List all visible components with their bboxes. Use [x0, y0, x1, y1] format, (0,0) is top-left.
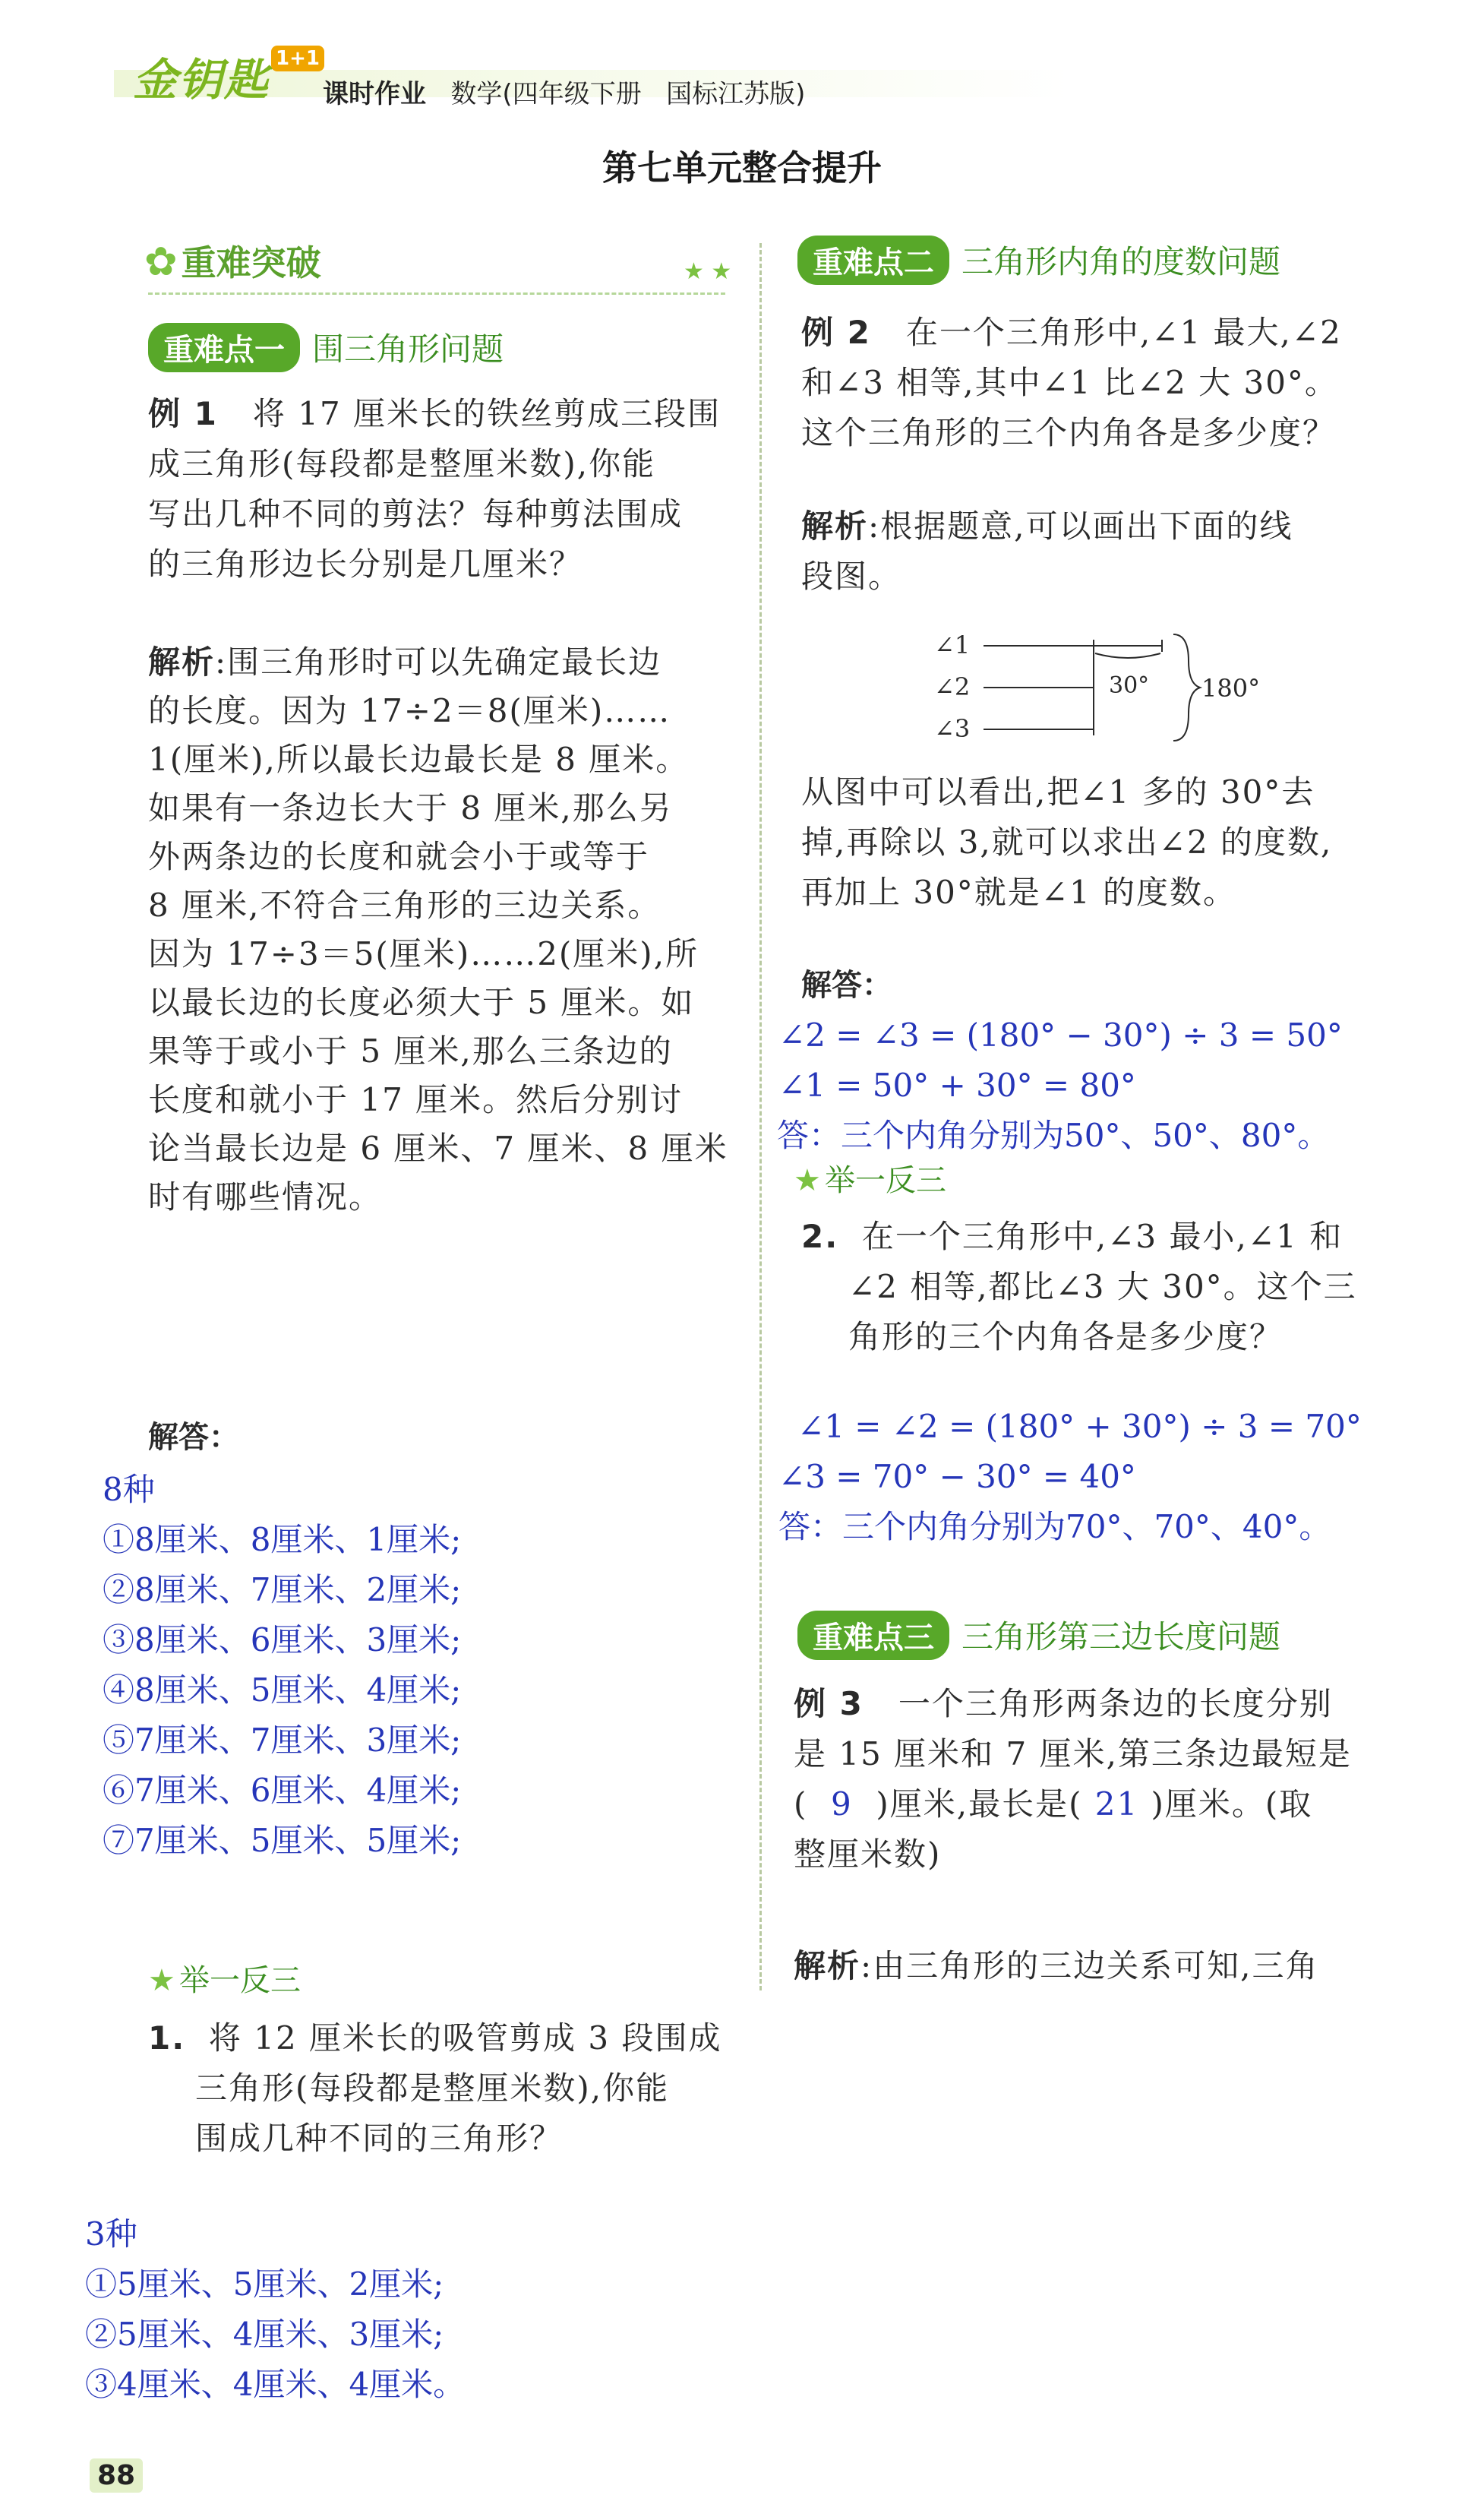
example-1-line: 的三角形边长分别是几厘米？ — [148, 545, 583, 583]
example-2 — [801, 308, 1401, 458]
analysis-line: :围三角形时可以先确定最长边 — [215, 643, 662, 681]
header-info — [323, 73, 805, 110]
analysis-3-label: 解析 — [794, 1947, 861, 1984]
example-3-line: 一个三角形两条边的长度分别 — [898, 1685, 1333, 1722]
answer-line: ②8厘米、7厘米、2厘米; — [103, 1571, 462, 1608]
example-2-line: 在一个三角形中,∠1 最大,∠2 — [905, 314, 1342, 351]
key-point-tag-3: 重难点三 — [797, 1611, 949, 1660]
section-title: 重难突破 — [181, 242, 321, 283]
question-1-line: 围成几种不同的三角形？ — [195, 2120, 564, 2157]
header-series: 课时作业 — [323, 79, 426, 109]
tag-row-3 — [797, 1611, 1280, 1660]
analysis-line: 的长度。因为 17÷2＝8(厘米)…… — [148, 692, 671, 729]
header-subject: 数学(四年级下册 — [450, 79, 642, 109]
column-divider — [759, 243, 762, 1990]
analysis-line: 果等于或小于 5 厘米,那么三条边的 — [148, 1032, 673, 1070]
star-icon: ★ — [794, 1163, 821, 1198]
question-2-number: 2. — [801, 1218, 839, 1255]
section-heading — [144, 236, 321, 286]
analysis-3 — [794, 1941, 1424, 1991]
key-point-tag-2: 重难点二 — [797, 236, 949, 285]
analysis-line: 时有哪些情况。 — [148, 1178, 383, 1216]
flower-icon: ✿ — [144, 239, 178, 285]
answer-line: 3种 — [85, 2215, 137, 2253]
answer-line: ③4厘米、4厘米、4厘米。 — [85, 2366, 466, 2403]
example-3-line — [794, 1779, 1416, 1829]
page-number: 88 — [90, 2458, 143, 2493]
answers-2 — [778, 1010, 1343, 1161]
answer-line: ∠1 = 50° + 30° = 80° — [778, 1067, 1136, 1104]
answer-line: ①8厘米、8厘米、1厘米; — [103, 1521, 462, 1558]
answer-line: 8种 — [103, 1471, 155, 1508]
analysis-line: 以最长边的长度必须大于 5 厘米。如 — [148, 984, 695, 1021]
diagram-label-2: ∠2 — [934, 672, 971, 701]
example-2-line: 这个三角形的三个内角各是多少度？ — [801, 414, 1337, 451]
answers-q1 — [85, 2209, 465, 2410]
blank-answer-min: 9 — [831, 1785, 853, 1823]
key-point-title-3: 三角形第三边长度问题 — [961, 1618, 1281, 1655]
answers-1 — [103, 1465, 461, 1866]
stars-icon: ★ ★ — [684, 258, 732, 285]
example-3-line: 是 15 厘米和 7 厘米,第三条边最短是 — [794, 1735, 1352, 1772]
question-2-line: 在一个三角形中,∠3 最小,∠1 和 — [861, 1218, 1343, 1255]
question-1-line: 三角形(每段都是整厘米数),你能 — [195, 2069, 670, 2107]
answer-line: ②5厘米、4厘米、3厘米; — [85, 2316, 444, 2353]
example-2-line: 和∠3 相等,其中∠1 比∠2 大 30°。 — [801, 364, 1338, 401]
answer-line: ∠1 = ∠2 = (180° + 30°) ÷ 3 = 70° — [797, 1408, 1362, 1445]
practice-heading-1 — [148, 1956, 301, 2000]
key-point-title-1: 围三角形问题 — [312, 330, 504, 368]
section-underline — [148, 292, 725, 295]
question-1-number: 1. — [148, 2019, 186, 2057]
practice-label-2: 举一反三 — [824, 1163, 946, 1198]
question-1 — [148, 2013, 748, 2164]
answer-line: 答：三个内角分别为70°、70°、40°。 — [778, 1508, 1331, 1545]
example-1-label: 例 1 — [148, 395, 218, 432]
total-brace — [1173, 634, 1200, 741]
question-2-line: ∠2 相等,都比∠3 大 30°。这个三 — [848, 1268, 1357, 1305]
analysis-line: 从图中可以看出,把∠1 多的 30°去 — [801, 773, 1315, 811]
header-edition: 国标江苏版) — [666, 79, 806, 109]
analysis-line: 因为 17÷3＝5(厘米)……2(厘米),所 — [148, 935, 699, 972]
analysis-2-continued — [801, 767, 1409, 918]
extra-brace — [1095, 653, 1160, 658]
answer-line: ①5厘米、5厘米、2厘米; — [85, 2265, 444, 2303]
tag-row-2 — [797, 236, 1280, 285]
answer-line: ∠3 = 70° − 30° = 40° — [778, 1458, 1136, 1495]
answer-line: ③8厘米、6厘米、3厘米; — [103, 1621, 462, 1658]
diagram-label-1: ∠1 — [934, 631, 971, 659]
practice-label-1: 举一反三 — [178, 1963, 301, 1998]
example-1 — [148, 389, 733, 590]
brand-logo: 金钥匙 — [133, 54, 270, 106]
analysis-line: 长度和就小于 17 厘米。然后分别讨 — [148, 1081, 684, 1118]
analysis-2-label: 解析 — [801, 507, 869, 545]
example-3-text: )厘米,最长是( — [876, 1785, 1083, 1823]
blank-answer-max: 21 — [1094, 1785, 1139, 1823]
key-point-tag-1: 重难点一 — [148, 323, 300, 372]
bracket-open: ( — [794, 1785, 808, 1823]
answer-label-1: 解答： — [148, 1420, 239, 1455]
example-3-label: 例 3 — [794, 1685, 864, 1722]
example-1-line: 成三角形(每段都是整厘米数),你能 — [148, 445, 656, 482]
page-title: 第七单元整合提升 — [602, 147, 882, 188]
analysis-line: 1(厘米),所以最长边最长是 8 厘米。 — [148, 741, 690, 778]
analysis-line: 论当最长边是 6 厘米、7 厘米、8 厘米 — [148, 1130, 728, 1167]
tag-row-1 — [148, 323, 504, 372]
diagram-label-3: ∠3 — [934, 714, 971, 743]
key-point-title-2: 三角形内角的度数问题 — [961, 243, 1281, 280]
example-3-text: )厘米。(取 — [1151, 1785, 1313, 1823]
answer-line: 答：三个内角分别为50°、50°、80°。 — [777, 1117, 1330, 1154]
analysis-1 — [148, 638, 740, 1222]
example-3-line: 整厘米数) — [794, 1835, 942, 1873]
question-2 — [801, 1212, 1409, 1362]
analysis-2 — [801, 501, 1401, 602]
practice-heading-2 — [794, 1156, 946, 1200]
analysis-line: 段图。 — [801, 558, 902, 595]
analysis-line: 8 厘米,不符合三角形的三边关系。 — [148, 887, 661, 924]
example-1-line: 将 17 厘米长的铁丝剪成三段围 — [252, 395, 721, 432]
analysis-line: 掉,再除以 3,就可以求出∠2 的度数, — [801, 824, 1333, 861]
diagram-extra-label: 30° — [1109, 672, 1150, 699]
analysis-line: :根据题意,可以画出下面的线 — [868, 507, 1293, 545]
analysis-line: :由三角形的三边关系可知,三角 — [860, 1947, 1319, 1984]
question-1-line: 将 12 厘米长的吸管剪成 3 段围成 — [208, 2019, 722, 2057]
example-1-line: 写出几种不同的剪法？每种剪法围成 — [148, 495, 684, 533]
question-2-line: 角形的三个内角各是多少度？ — [848, 1318, 1284, 1355]
example-2-label: 例 2 — [801, 314, 871, 351]
diagram-total-label: 180° — [1201, 674, 1261, 703]
answer-line: ⑤7厘米、7厘米、3厘米; — [103, 1722, 462, 1759]
answer-label-2: 解答： — [801, 968, 892, 1003]
example-3 — [794, 1679, 1416, 1880]
analysis-line: 外两条边的长度和就会小于或等于 — [148, 838, 650, 875]
analysis-line: 再加上 30°就是∠1 的度数。 — [801, 874, 1237, 911]
brand-badge: 1+1 — [271, 46, 324, 71]
star-icon: ★ — [148, 1963, 175, 1998]
analysis-line: 如果有一条边长大于 8 厘米,那么另 — [148, 789, 673, 827]
analysis-1-label: 解析 — [148, 643, 216, 681]
answer-line: ∠2 = ∠3 = (180° − 30°) ÷ 3 = 50° — [778, 1017, 1343, 1054]
answer-line: ④8厘米、5厘米、4厘米; — [103, 1671, 462, 1709]
answers-q2 — [778, 1402, 1362, 1552]
answer-line: ⑥7厘米、6厘米、4厘米; — [103, 1772, 462, 1809]
page-header — [0, 0, 1484, 122]
answer-line: ⑦7厘米、5厘米、5厘米; — [103, 1822, 462, 1859]
segment-diagram — [927, 623, 1291, 760]
